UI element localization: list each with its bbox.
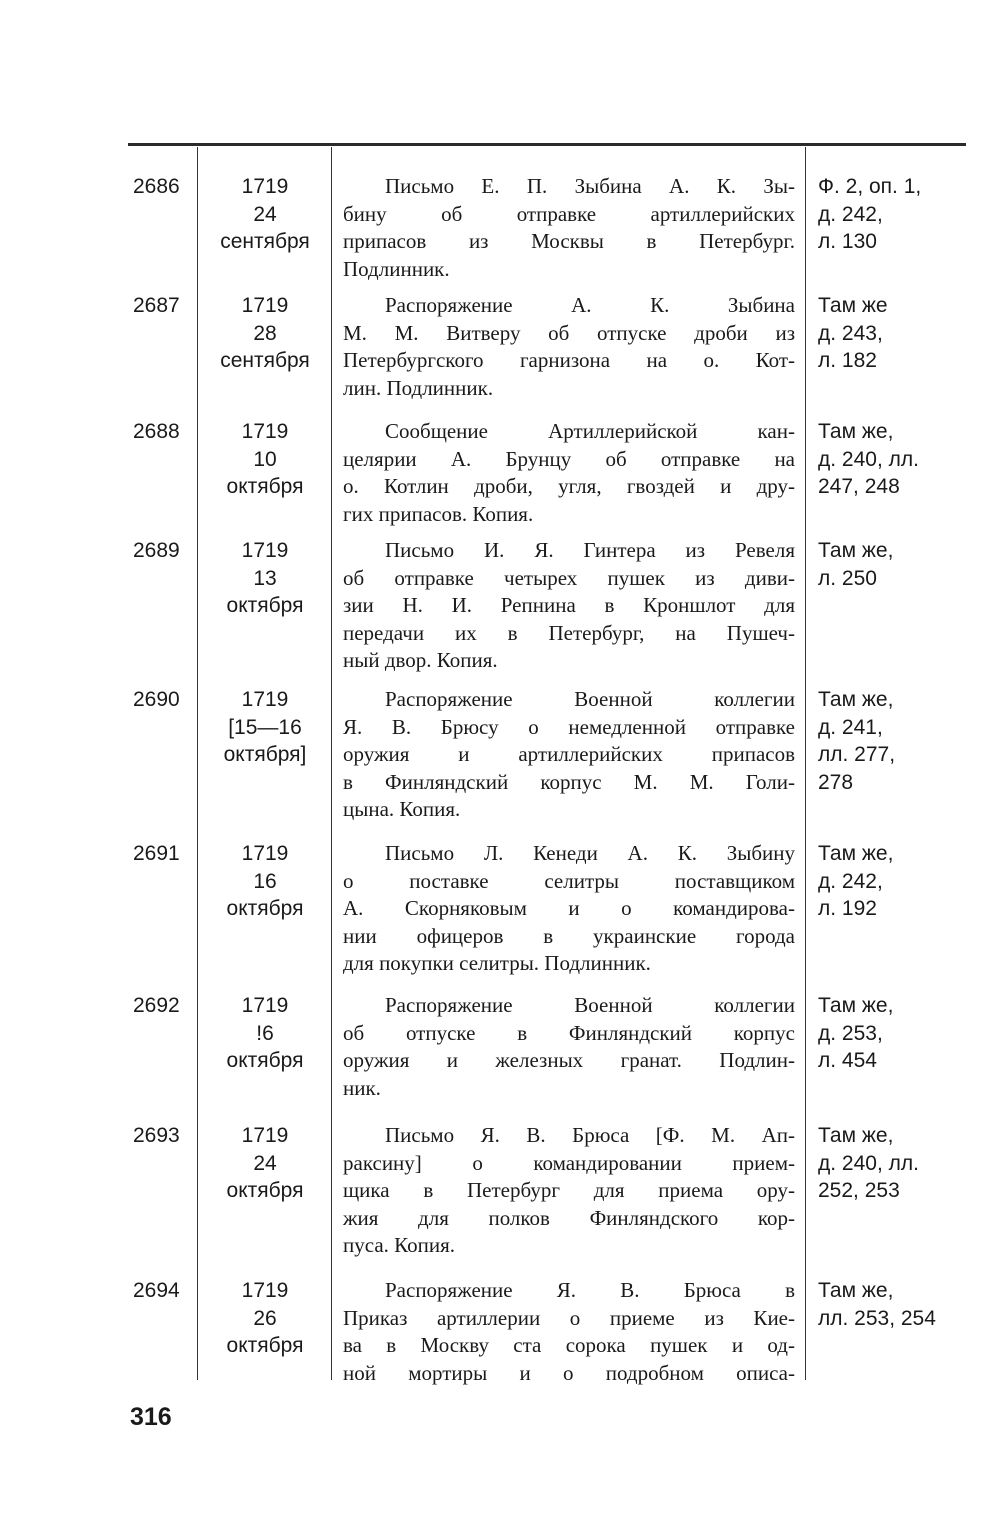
entry-number: 2691	[133, 842, 180, 865]
entry-date	[204, 292, 326, 375]
date-month: октября	[226, 1179, 304, 1202]
entry-date	[204, 1277, 326, 1360]
date-month: октября	[226, 897, 304, 920]
description-line: лин. Подлинник.	[343, 375, 494, 400]
description-line: А. Скорняковым и о командирова-	[343, 896, 795, 920]
date-day: 10	[253, 447, 277, 471]
entry-source	[818, 686, 968, 796]
description-line: оружия и железных гранат. Подлин-	[343, 1048, 795, 1072]
date-year: 1719	[241, 842, 289, 865]
source-line: д. 242,	[818, 202, 883, 226]
page-number: 316	[130, 1403, 172, 1431]
source-line: л. 192	[818, 897, 877, 920]
entry-number: 2694	[133, 1279, 180, 1302]
description-line: Приказ артиллерии о приеме из Кие-	[343, 1305, 795, 1330]
entry-description	[343, 537, 795, 675]
description-line: об отправке четырех пушек из диви-	[343, 565, 795, 590]
source-line: Там же,	[818, 842, 894, 865]
date-day: 26	[253, 1306, 277, 1330]
entry-source	[818, 292, 968, 375]
description-line: щика в Петербург для приема ору-	[343, 1178, 795, 1202]
source-line: Там же,	[818, 1124, 894, 1147]
entry-description	[343, 840, 795, 978]
source-line: лл. 277,	[818, 743, 896, 766]
date-year: 1719	[241, 175, 289, 198]
entry-date	[204, 840, 326, 923]
entry-source	[818, 992, 968, 1075]
entry-source	[818, 173, 968, 256]
entry-number: 2687	[133, 294, 180, 317]
description-line: Письмо Е. П. Зыбина А. К. Зы-	[385, 174, 795, 198]
source-line: Там же,	[818, 994, 894, 1017]
entry-date	[204, 173, 326, 256]
description-line: ной мортиры и о подробном описа-	[343, 1360, 795, 1385]
entry-date	[204, 1122, 326, 1205]
date-month: октября	[226, 594, 304, 617]
description-line: М. М. Витверу об отпуске дроби из	[343, 320, 795, 345]
date-year: 1719	[241, 1279, 289, 1302]
description-line: о. Котлин дроби, угля, гвоздей и дру-	[343, 474, 795, 498]
description-line: Распоряжение А. К. Зыбина	[385, 293, 795, 317]
source-line: 247, 248	[818, 475, 900, 498]
date-year: 1719	[241, 294, 289, 317]
entry-description	[343, 173, 795, 283]
date-month: октября	[226, 475, 304, 498]
source-line: Там же,	[818, 420, 894, 443]
top-rule	[128, 143, 966, 146]
entry-description	[343, 292, 795, 402]
date-month: сентября	[220, 230, 310, 253]
description-line: раксину] о командировании прием-	[343, 1150, 795, 1175]
description-line: об отпуске в Финляндский корпус	[343, 1020, 795, 1045]
description-line: Распоряжение Военной коллегии	[385, 993, 795, 1017]
date-day: 16	[253, 869, 277, 893]
date-month: сентября	[220, 349, 310, 372]
description-line: цына. Копия.	[343, 797, 461, 821]
description-line: Письмо Л. Кенеди А. К. Зыбину	[385, 841, 795, 865]
date-year: 1719	[241, 1124, 289, 1147]
date-year: 1719	[241, 420, 289, 443]
date-year: 1719	[241, 994, 289, 1017]
source-line: д. 242,	[818, 869, 883, 893]
date-month: октября]	[223, 743, 307, 766]
entry-description	[343, 418, 795, 528]
date-month: октября	[226, 1334, 304, 1357]
description-line: Петербургского гарнизона на о. Кот-	[343, 348, 795, 372]
entry-description	[343, 1122, 795, 1260]
description-line: для покупки селитры. Подлинник.	[343, 951, 651, 975]
date-day: 28	[253, 321, 277, 345]
date-year: 1719	[241, 688, 289, 711]
entry-date	[204, 418, 326, 501]
entry-number: 2688	[133, 420, 180, 443]
description-line: ный двор. Копия.	[343, 648, 498, 672]
description-line: передачи их в Петербург, на Пушеч-	[343, 620, 795, 645]
description-line: Письмо И. Я. Гинтера из Ревеля	[385, 538, 795, 562]
description-line: бину об отправке артиллерийских	[343, 201, 795, 226]
description-line: Распоряжение Я. В. Брюса в	[385, 1278, 795, 1302]
source-line: 252, 253	[818, 1179, 900, 1202]
entry-number: 2692	[133, 994, 180, 1017]
description-line: зии Н. И. Репнина в Кроншлот для	[343, 593, 795, 617]
source-line: д. 241,	[818, 715, 883, 739]
entry-date	[204, 686, 326, 769]
entry-date	[204, 992, 326, 1075]
description-line: пуса. Копия.	[343, 1233, 455, 1257]
description-line: жия для полков Финляндского кор-	[343, 1205, 795, 1230]
description-line: ник.	[343, 1075, 381, 1100]
entry-source	[818, 418, 968, 501]
date-day: [15—16	[228, 715, 302, 739]
entry-number: 2690	[133, 688, 180, 711]
date-day: 13	[253, 566, 277, 590]
source-line: л. 250	[818, 566, 877, 590]
description-line: ва в Москву ста сорока пушек и од-	[343, 1333, 795, 1357]
source-line: Там же	[818, 294, 888, 317]
source-line: лл. 253, 254	[818, 1306, 936, 1330]
entry-description	[343, 992, 795, 1102]
source-line: 278	[818, 770, 854, 794]
column-divider-date	[331, 147, 332, 1380]
date-month: октября	[226, 1049, 304, 1072]
source-line: д. 243,	[818, 321, 883, 345]
source-line: д. 240, лл.	[818, 447, 919, 471]
source-line: Ф. 2, оп. 1,	[818, 175, 922, 198]
column-divider-description	[805, 147, 806, 1380]
source-line: д. 240, лл.	[818, 1151, 919, 1175]
date-day: !6	[256, 1021, 274, 1045]
description-line: о поставке селитры поставщиком	[343, 868, 795, 893]
source-line: д. 253,	[818, 1021, 883, 1045]
source-line: л. 182	[818, 349, 877, 372]
entry-number: 2693	[133, 1124, 180, 1147]
source-line: Там же,	[818, 688, 894, 711]
description-line: Сообщение Артиллерийской кан-	[385, 419, 795, 443]
entry-number: 2686	[133, 175, 180, 198]
entry-source	[818, 537, 968, 592]
description-line: Подлинник.	[343, 256, 450, 281]
description-line: припасов из Москвы в Петербург.	[343, 229, 795, 253]
source-line: Там же,	[818, 539, 894, 562]
entry-source	[818, 840, 968, 923]
description-line: Распоряжение Военной коллегии	[385, 687, 795, 711]
source-line: л. 130	[818, 230, 877, 253]
description-line: в Финляндский корпус М. М. Голи-	[343, 769, 795, 794]
entry-source	[818, 1122, 968, 1205]
description-line: Письмо Я. В. Брюса [Ф. М. Ап-	[385, 1123, 795, 1147]
entry-date	[204, 537, 326, 620]
date-day: 24	[253, 202, 277, 226]
entry-description	[343, 686, 795, 824]
description-line: гих припасов. Копия.	[343, 501, 534, 526]
description-line: Я. В. Брюсу о немедленной отправке	[343, 714, 795, 739]
description-line: оружия и артиллерийских припасов	[343, 742, 795, 766]
entry-number: 2689	[133, 539, 180, 562]
column-divider-number	[197, 147, 198, 1380]
date-year: 1719	[241, 539, 289, 562]
entry-description	[343, 1277, 795, 1387]
description-line: целярии А. Брунцу об отправке на	[343, 446, 795, 471]
source-line: л. 454	[818, 1049, 877, 1072]
description-line: нии офицеров в украинские города	[343, 923, 795, 948]
source-line: Там же,	[818, 1279, 894, 1302]
date-day: 24	[253, 1151, 277, 1175]
entry-source	[818, 1277, 968, 1332]
